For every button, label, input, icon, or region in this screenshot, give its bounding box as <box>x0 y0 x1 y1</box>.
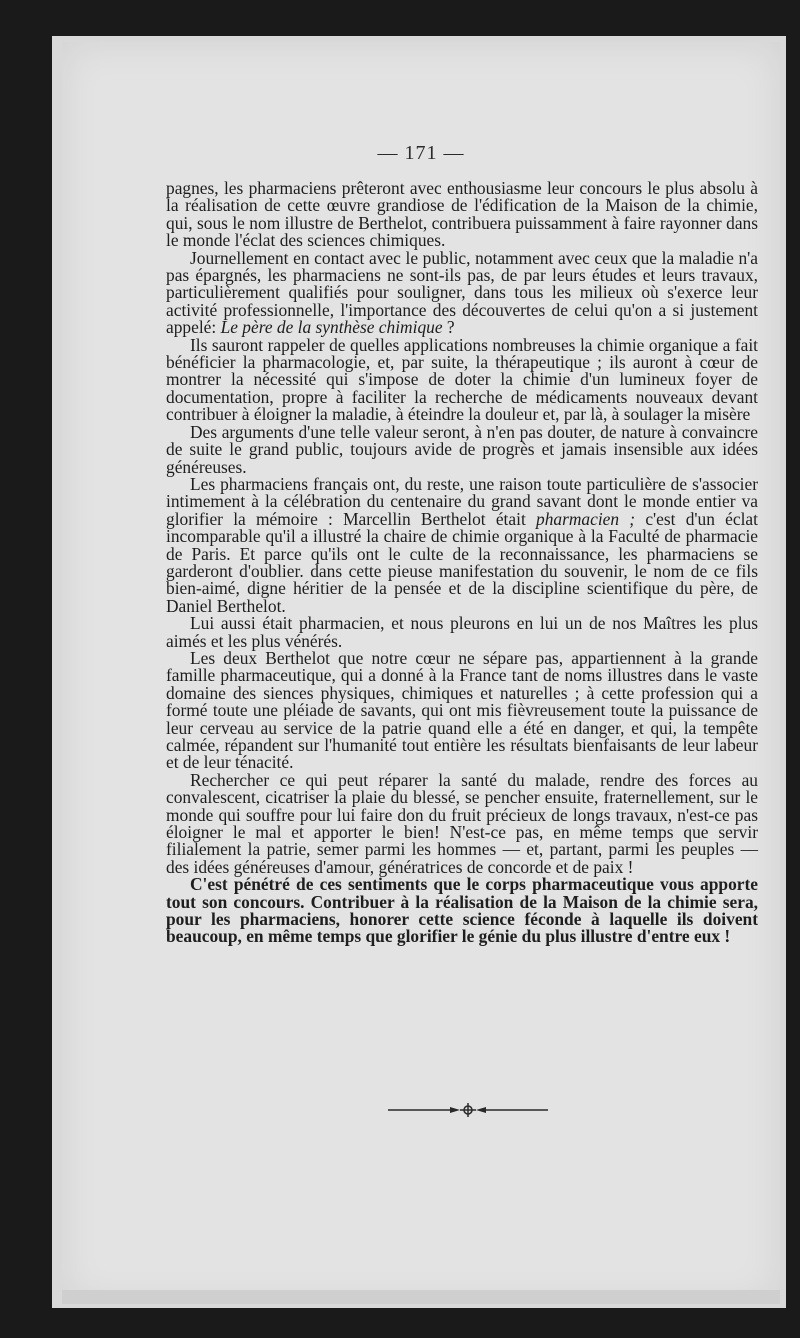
italic-title: Le père de la synthèse chimique <box>220 317 443 338</box>
paragraph-text: ? <box>442 317 455 338</box>
paragraph-text: c'est d'un éclat incomparable qu'il a illustré la chaire de chimie organique à la Faculté de pharmacie de Paris. Et parce qu'ils ont le culte de la reconnaissance, les pharmaciens se garderont d'oublier. dans cette pieuse manifestation du souvenir, le nom de ce fils bien-aimé, digne héritier de la pensée et de la discipline scientifique du père, de Daniel Berthelot. <box>166 508 758 616</box>
paragraph <box>166 769 758 877</box>
paragraph-closing <box>166 876 758 946</box>
paragraph <box>166 615 758 650</box>
paragraph-text: Les pharmaciens français ont, du reste, une raison toute particulière de s'associer intimement à la célébration du centenaire du grand savant dont le monde entier va glorifier la mémoire : Marcellin Berthelot était <box>166 473 758 529</box>
paragraph <box>166 334 758 425</box>
fleuron-rule-ornament-icon <box>388 1100 548 1120</box>
paragraph <box>166 247 758 338</box>
paragraph-text: Ils sauront rappeler de quelles applications nombreuses la chimie organique a fait bénéficier la pharmacologie, et, par suite, la thérapeutique ; ils auront à cœur de montrer la nécessité qui s'impose de doter la chimie d'un lumineux foyer de documentation, propre à faciliter la recherche de médicaments nouveaux devant contribuer à éloigner la maladie, à éteindre la douleur et, par là, à soulager la misère <box>166 334 758 425</box>
paragraph-text: Journellement en contact avec le public, notamment avec ceux que la maladie n'a pas épargnés, les pharmaciens ne sont-ils pas, de par leurs études et leurs travaux, particulièrement qualifiés pour souligner, dans tous les milieux où s'exerce leur activité professionnelle, l'importance des découvertes de celui qu'on a si justement appelé: <box>166 247 758 338</box>
paragraph-text: Les deux Berthelot que notre cœur ne sépare pas, appartiennent à la grande famille pharmaceutique, qui a donné à la France tant de noms illustres dans le vaste domaine des siences physiques, chimiques et naturelles ; à cette profession qui a formé toute une pléiade de savants, qui ont mis fièvreusement toute la puissance de leur cerveau au service de la patrie quand elle a été en danger, et qui, la tempête calmée, répandent sur l'humanité tout entière les résultats bienfaisants de leur labeur et de leur ténacité. <box>166 647 758 773</box>
paragraph-text: pagnes, les pharmaciens prêteront avec enthousiasme leur concours le plus absolu à la réalisation de cette œuvre grandiose de l'édification de la Maison de la chimie, qui, sous le nom illustre de Berthelot, contribuera puissamment à faire rayonner dans le monde l'éclat des sciences chimiques. <box>166 178 758 251</box>
paragraph <box>166 421 758 477</box>
paragraph-text: C'est pénétré de ces sentiments que le corps pharmaceutique vous apporte tout son concours. Contribuer à la réalisation de la Maison de la chimie sera, pour les pharmaciens, honorer cette science féconde à laquelle ils doivent beaucoup, en même temps que glorifier le génie du plus illustre d'entre eux ! <box>166 874 758 947</box>
paragraph-text: Rechercher ce qui peut réparer la santé du malade, rendre des forces au convalescent, cicatriser la plaie du blessé, se pencher ensuite, fraternellement, sur le monde qui souffre pour lui faire don du fruit précieux de longs travaux, n'est-ce pas éloigner le mal et apporter le bien! N'est-ce pas, en même temps que servir filialement la patrie, semer parmi les hommes — et, partant, parmi les peuples — des idées généreuses d'amour, génératrices de concorde et de paix ! <box>166 769 758 877</box>
page-number: — 171 — <box>377 142 465 164</box>
italic-word: pharmacien ; <box>536 508 636 529</box>
paragraph-text: Lui aussi était pharmacien, et nous pleurons en lui un de nos Maîtres les plus aimés et les plus vénérés. <box>166 613 758 651</box>
page-bottom-edge <box>62 1290 780 1304</box>
paragraph-text: Des arguments d'une telle valeur seront, à n'en pas douter, de nature à convaincre de suite le grand public, toujours avide de progrès et jamais insensible aux idées généreuses. <box>166 421 758 477</box>
paragraph <box>166 473 758 616</box>
body-text <box>166 180 758 946</box>
paragraph <box>166 180 758 250</box>
paragraph <box>166 647 758 773</box>
